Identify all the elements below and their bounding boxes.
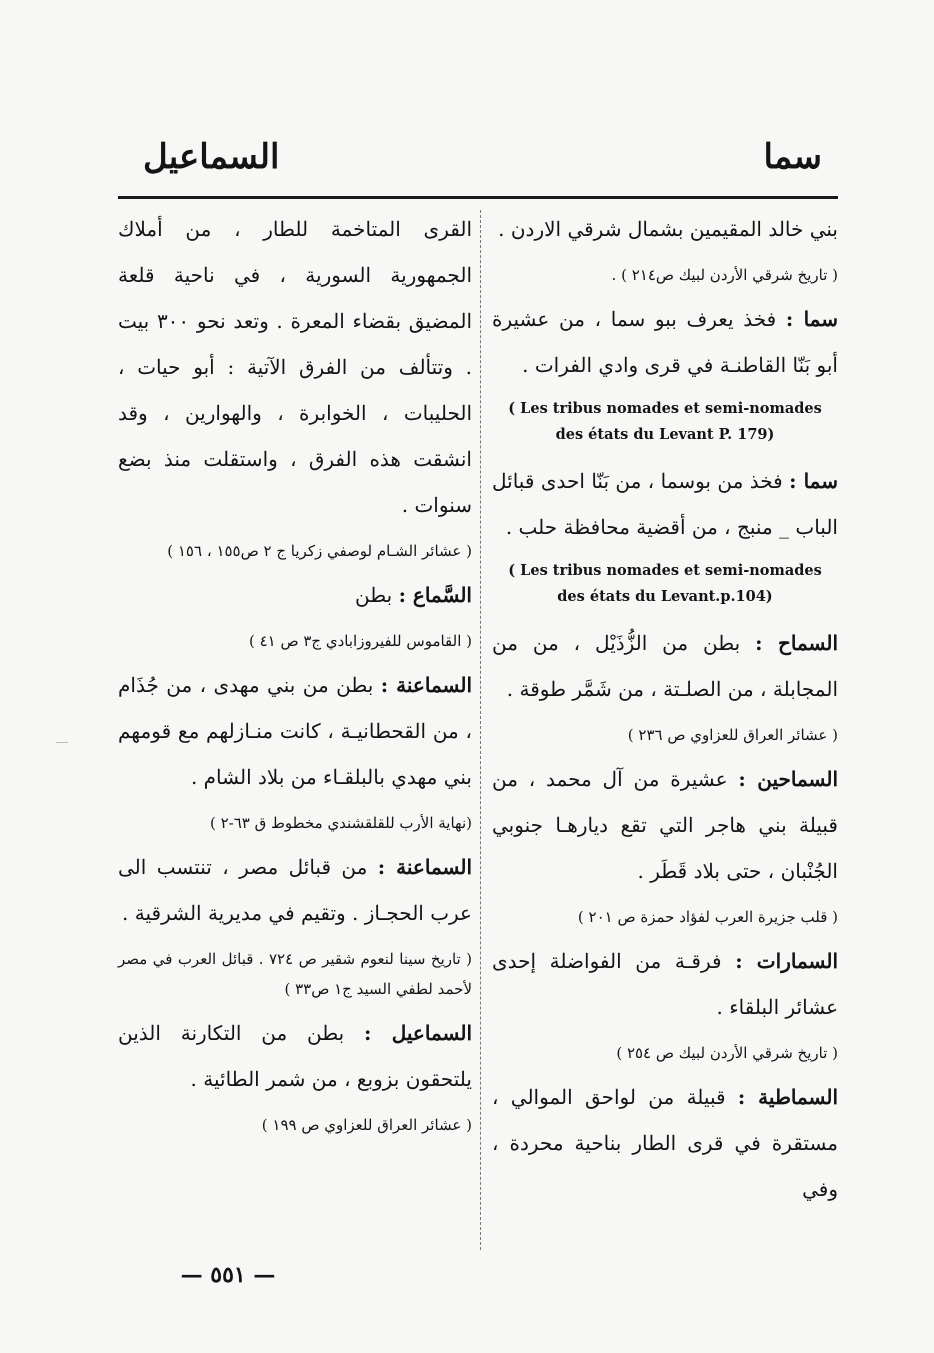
- source-citation: ( عشائر العراق للعزاوي ص ١٩٩ ): [261, 1116, 472, 1134]
- running-head-right: سما: [763, 137, 822, 177]
- entry-samaana-1: [118, 662, 472, 800]
- entry-sama-2: [492, 458, 838, 550]
- entry-head: سما :: [789, 469, 838, 493]
- entry-text: [118, 1010, 472, 1102]
- source-citation: ( تاريخ شرقي الأردن لبيك ص ٢٥٤ ): [616, 1044, 838, 1062]
- entry-continuation: [118, 206, 472, 528]
- entry-text: [118, 844, 472, 936]
- entry-samaana-2: [118, 844, 472, 936]
- entry-head: سما :: [785, 307, 838, 331]
- page-number: — ٥٥١ —: [180, 1262, 276, 1288]
- entry-samma: [118, 572, 472, 618]
- source-citation: ( قلب جزيرة العرب لفؤاد حمزة ص ٢٠١ ): [577, 908, 838, 926]
- entry-sama-1: [492, 296, 838, 388]
- entry-body: قبيلة من لواحق الموالي ، مستقرة في قرى الطار بناحية محردة ، وفي: [492, 1085, 838, 1201]
- entry-text: [492, 296, 838, 388]
- source-citation-french: ( Les tribus nomades et semi-nomades des états du Levant P. 179): [508, 400, 822, 443]
- entry-head: السماعيل :: [363, 1021, 472, 1045]
- entry-text: [492, 620, 838, 712]
- entry-samatiya: [492, 1074, 838, 1212]
- left-column: [118, 206, 472, 1146]
- entry-text: [492, 756, 838, 894]
- entry-body: بطن من بني مهدى ، من جُذَام ، من القحطانيـة ، كانت منـازلهم مع قومهم بني مهدي بالبلقـاء من بلاد الشام .: [118, 673, 472, 789]
- entry-body: بطن من الزُّذَيْل ، من من المجابلة ، من الصلـتة ، من شَمَّر طوقة .: [492, 631, 838, 701]
- source-citation: ( عشائر العراق للعزاوي ص ٢٣٦ ): [627, 726, 838, 744]
- source-citation: ( القاموس للفيروزابادي ج٣ ص ٤١ ): [248, 632, 472, 650]
- right-column: [492, 206, 838, 1220]
- running-head-left: السماعيل: [143, 137, 280, 177]
- entry-samarat: [492, 938, 838, 1030]
- margin-mark: [56, 742, 68, 743]
- entry-body: فخذ يعرف ببو سما ، من عشيرة أبو بَنّا القاطنـة في قرى وادي الفرات .: [492, 307, 838, 377]
- entry-samaeel: [118, 1010, 472, 1102]
- source-citation: ( عشائر الشـام لوصفي زكريا ج ٢ ص١٥٥ ، ١٥٦ ): [167, 542, 472, 560]
- entry-head: السماحين :: [738, 767, 839, 791]
- entry-body: عشيرة من آل محمد ، من قبيلة بني هاجر التي تقع ديارهـا جنوبي الجُنْبان ، حتى بلاد قَطَر .: [492, 767, 838, 883]
- entry-samahin: [492, 756, 838, 894]
- entry-text: [118, 662, 472, 800]
- entry-head: السماعنة :: [380, 673, 472, 697]
- entry-text: بني خالد المقيمين بشمال شرقي الاردن .: [498, 217, 838, 241]
- entry-head: السمارات :: [735, 949, 838, 973]
- entry-body: فرقـة من الفواضلة إحدى عشائر البلقاء .: [492, 949, 838, 1019]
- source-citation-french: ( Les tribus nomades et semi-nomades des états du Levant.p.104): [508, 562, 822, 605]
- source-citation: ( تاريخ سينا لنعوم شقير ص ٧٢٤ . قبائل العرب في مصر لأحمد لطفي السيد ج١ ص٣٣ ): [118, 950, 472, 998]
- entry-samah: [492, 620, 838, 712]
- entry-text: [492, 938, 838, 1030]
- entry-text: [118, 572, 472, 618]
- entry-continuation: [492, 206, 838, 252]
- entry-text: [492, 1074, 838, 1212]
- entry-text: [492, 458, 838, 550]
- entry-body: بطن: [355, 583, 393, 607]
- entry-head: السَّماع :: [398, 583, 472, 607]
- entry-text: القرى المتاخمة للطار ، من أملاك الجمهورية السورية ، في ناحية قلعة المضيق بقضاء المعرة . وتعد نحو ٣٠٠ بيت . وتتألف من الفرق الآتية : أبو حيات ، الحليبات ، الخوابرة ، والهوارين ، وقد انشقت هذه الفرق ، واستقلت منذ بضع سنوات .: [118, 217, 472, 517]
- entry-body: من قبائل مصر ، تنتسب الى عرب الحجـاز . وتقيم في مديرية الشرقية .: [118, 855, 472, 925]
- header-rule: [118, 196, 838, 199]
- source-citation: ( تاريخ شرقي الأردن لبيك ص٢١٤ ) .: [611, 266, 838, 284]
- entry-head: السماعنة :: [377, 855, 472, 879]
- entry-head: السماح :: [755, 631, 839, 655]
- column-divider: [480, 210, 481, 1250]
- entry-body: بطن من التكارنة الذين يلتحقون بزوبع ، من شمر الطائية .: [118, 1021, 472, 1091]
- entry-body: فخذ من بوسما ، من بَنّا احدى قبائل الباب _ منبج ، من أقضية محافظة حلب .: [492, 469, 838, 539]
- entry-head: السماطية :: [737, 1085, 839, 1109]
- source-citation: (نهاية الأرب للقلقشندي مخطوط ق ٦٣-٢ ): [209, 814, 472, 832]
